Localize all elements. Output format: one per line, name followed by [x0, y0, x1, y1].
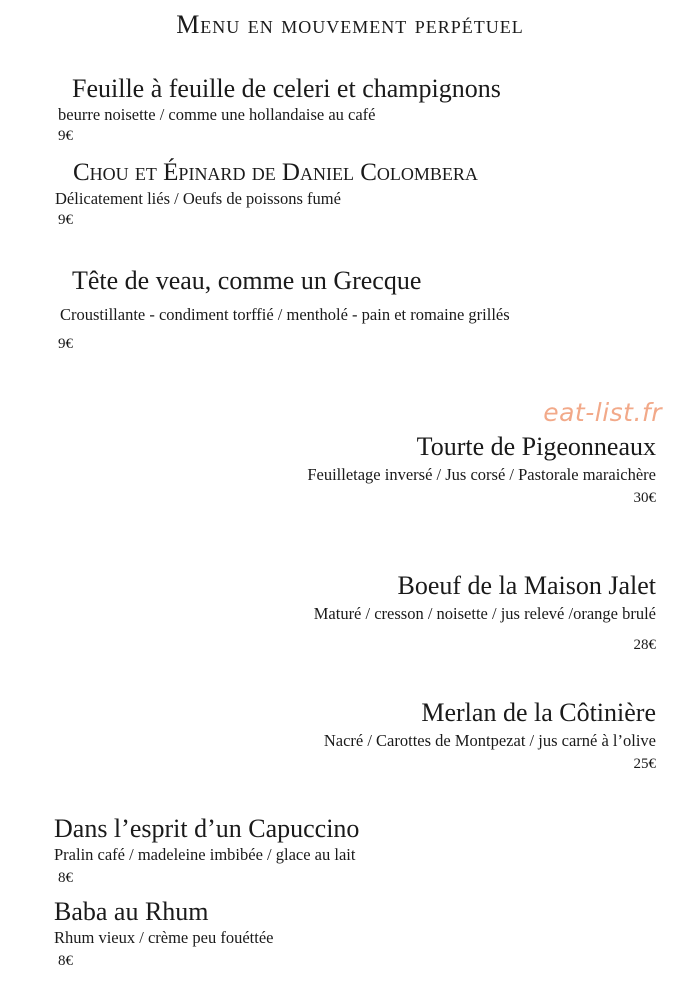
dish-item: [307, 432, 656, 508]
menu-title: Menu en mouvement perpétuel: [176, 10, 524, 39]
dish-item: [55, 158, 478, 230]
dish-description: Maturé / cresson / noisette / jus relevé /orange brulé: [313, 604, 656, 623]
dish-item: [54, 814, 359, 888]
watermark-logo: eat-list.fr: [543, 398, 662, 427]
dish-price: 8€: [58, 953, 73, 969]
dish-name: Baba au Rhum: [54, 897, 209, 926]
dish-name: Boeuf de la Maison Jalet: [397, 571, 656, 600]
dish-name: Merlan de la Côtinière: [421, 698, 656, 727]
dish-description: Rhum vieux / crème peu fouéttée: [54, 928, 274, 947]
dish-price: 8€: [58, 870, 73, 886]
dish-name: Feuille à feuille de celeri et champignons: [72, 74, 501, 103]
dish-description: Nacré / Carottes de Montpezat / jus carné à l’olive: [323, 731, 656, 750]
dish-description: Pralin café / madeleine imbibée / glace au lait: [54, 845, 356, 864]
dish-price: 9€: [58, 212, 73, 228]
dish-description: Délicatement liés / Oeufs de poissons fumé: [55, 189, 341, 208]
dish-item: [324, 698, 656, 774]
dish-name: Chou et Épinard de Daniel Colombera: [73, 159, 478, 186]
dish-item: [58, 74, 501, 146]
dish-description: Feuilletage inversé / Jus corsé / Pastorale maraichère: [307, 465, 656, 484]
dish-description: Croustillante - condiment torffié / mentholé - pain et romaine grillés: [60, 305, 510, 324]
dish-price: 30€: [633, 490, 656, 506]
dish-name: Dans l’esprit d’un Capuccino: [54, 814, 360, 843]
dish-price: 9€: [58, 336, 73, 352]
dish-price: 28€: [633, 637, 656, 653]
dish-item: [314, 571, 656, 655]
dish-name: Tourte de Pigeonneaux: [416, 432, 656, 461]
dish-price: 9€: [58, 128, 73, 144]
dish-item: [54, 897, 273, 971]
dish-description: beurre noisette / comme une hollandaise au café: [58, 105, 376, 124]
dish-item: [58, 266, 510, 354]
dish-name: Tête de veau, comme un Grecque: [72, 266, 422, 295]
dish-price: 25€: [633, 756, 656, 772]
